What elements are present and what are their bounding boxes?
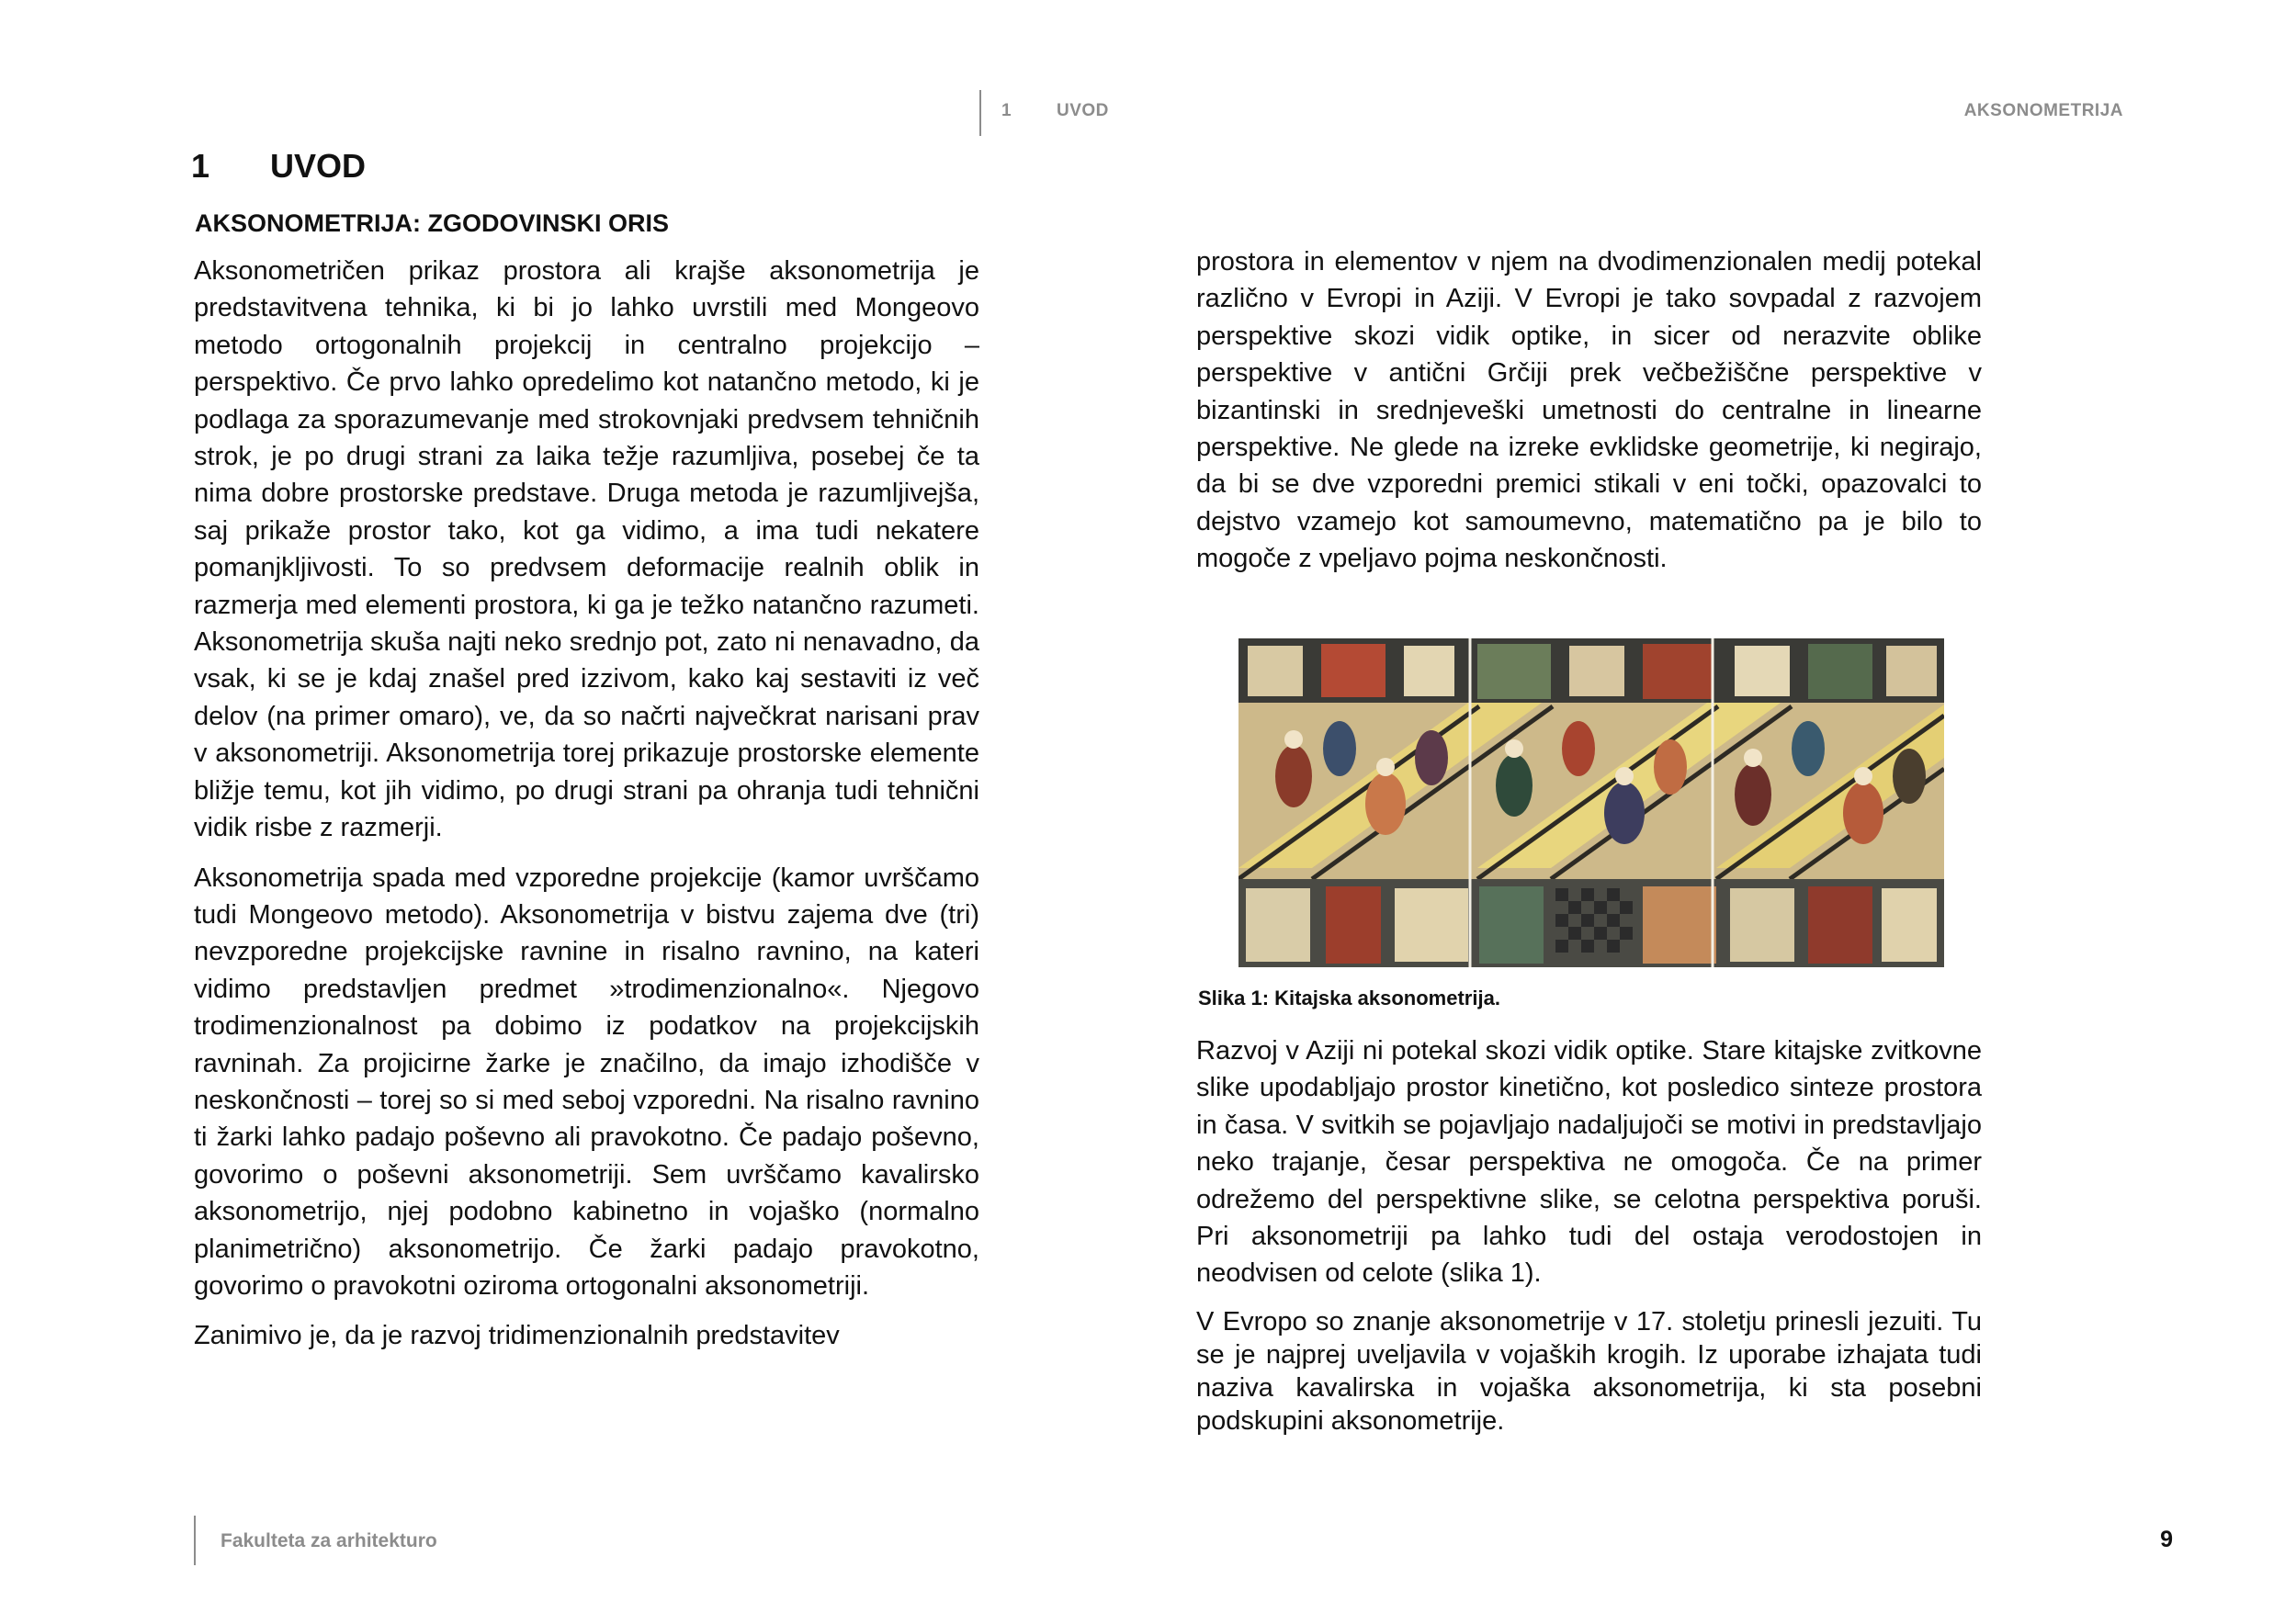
figure-caption: Slika 1: Kitajska aksonometrija. <box>1198 987 1500 1009</box>
footer-divider <box>194 1516 196 1565</box>
section-subheading: AKSONOMETRIJA: ZGODOVINSKI ORIS <box>195 209 670 237</box>
chapter-heading <box>191 147 366 186</box>
header-divider <box>979 90 981 136</box>
paragraph: prostora in elementov v njem na dvodimenzionalen medij potekal različno v Evropi in Aziji. V Evropi je tako sovpadal z razvojem perspektive skozi vidik optike, in sicer od nerazvite oblike perspektive v antični Grčiji prek večbežiščne perspektive v bizantinski in srednjeveški umetnosti do centralne in linearne perspektive. Ne glede na izreke evklidske geometrije, ki negirajo, da bi se dve vzporedni premici stikali v eni točki, opazovalci to dejstvo vzamejo kot samoumevno, matematično pa je bilo to mogoče z vpeljavo pojma neskončnosti. <box>1196 247 1982 574</box>
header-chapter-title: UVOD <box>1057 101 1109 120</box>
footer-institution: Fakulteta za arhitekturo <box>221 1530 437 1551</box>
paragraph: Aksonometričen prikaz prostora ali krajše aksonometrija je predstavitvena tehnika, ki bi jo lahko uvrstili med Mongeovo metodo ortogonalnih projekcij in centralno projekcijo – perspektivo. Če prvo lahko opredelimo kot natančno metodo, ki je podlaga za sporazumevanje med strokovnjaki predvsem tehničnih strok, je po drugi strani za laika težje razumljiva, posebej če ta nima dobre prostorske predstave. Druga metoda je razumljivejša, saj prikaže prostor tako, kot ga vidimo, a ima tudi nekatere pomanjkljivosti. To so predvsem deformacije realnih oblik in razmerja med elementi prostora, ki ga je težko natančno razumeti. Aksonometrija skuša najti neko srednjo pot, zato ni nenavadno, da vsak, ki se je kdaj znašel pred izzivom, kako kaj sestaviti iz več delov (na primer omaro), ve, da so načrti največkrat narisani prav v aksonometriji. Aksonometrija torej prikazuje prostorske elemente bližje temu, kot jih vidimo, po drugi strani pa ohranja tudi tehnični vidik risbe z razmerji. <box>194 256 979 843</box>
right-column-text-bottom <box>1196 1032 1982 1438</box>
header-chapter-number: 1 <box>1001 101 1012 120</box>
figure-image-chinese-axonometry <box>1238 638 1944 967</box>
paragraph: Zanimivo je, da je razvoj tridimenzionalnih predstavitev <box>194 1321 840 1351</box>
right-column-text-top <box>1196 243 1982 578</box>
chapter-heading-title: UVOD <box>270 147 367 185</box>
chapter-heading-number: 1 <box>191 147 210 185</box>
paragraph: V Evropo so znanje aksonometrije v 17. stoletju prinesli jezuiti. Tu se je najprej uveljavila v vojaških krogih. Iz uporabe izhajata tudi naziva kavalirska in vojaška aksonometrija, ki sta posebni podskupini aksonometrije. <box>1196 1306 1982 1436</box>
left-column-text <box>194 253 979 1355</box>
paragraph: Razvoj v Aziji ni potekal skozi vidik optike. Stare kitajske zvitkovne slike upodabljajo prostor kinetično, kot posledico sinteze prostora in časa. V svitkih se pojavljajo nadaljujoči se motivi in predstavljajo neko trajanje, česar perspektiva ne omogoča. Če na primer odrežemo del perspektivne slike, se celotna perspektiva poruši. Pri aksonometriji pa lahko tudi del ostaja verodostojen in neodvisen od celote (slika 1). <box>1196 1036 1982 1289</box>
paragraph: Aksonometrija spada med vzporedne projekcije (kamor uvrščamo tudi Mongeovo metodo). Aksonometrija v bistvu zajema dve (tri) nevzporedne projekcijske ravnine in risalno ravnino, na kateri vidimo predstavljen predmet »trodimenzionalno«. Njegovo trodimenzionalnost pa dobimo iz podatkov na projekcijskih ravninah. Za projicirne žarke je značilno, da imajo izhodišče v neskončnosti – torej so si med seboj vzporedni. Na risalno ravnino ti žarki lahko padajo poševno ali pravokotno. Če padajo poševno, govorimo o poševni aksonometriji. Sem uvrščamo kavalirsko aksonometrijo, njej podobno kabinetno in vojaško (normalno planimetrično) aksonometrijo. Če žarki padajo pravokotno, govorimo o pravokotni oziroma ortogonalni aksonometriji. <box>194 863 979 1301</box>
page-number: 9 <box>2160 1527 2173 1552</box>
header-running-title: AKSONOMETRIJA <box>1963 101 2123 120</box>
